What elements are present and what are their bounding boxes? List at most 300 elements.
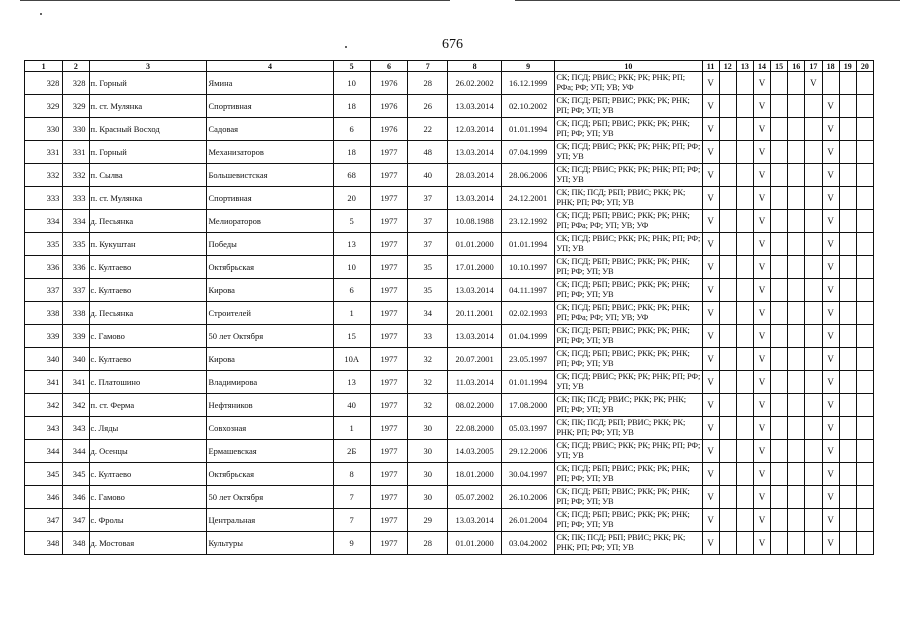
house-number-cell: 2Б (333, 440, 370, 463)
table-row (25, 210, 874, 233)
services-cell: СК; ПСД; РБП; РВИС; РКК; РК; РНК; РП; РФа; РФ; УП; УВ; УФ (555, 302, 702, 325)
mark-cell-col16 (788, 164, 805, 187)
year-built-cell: 1977 (370, 187, 407, 210)
mark-cell-col20 (856, 95, 873, 118)
mark-cell-col11: V (702, 532, 719, 555)
id-number-cell: 343 (63, 417, 89, 440)
mark-cell-col11: V (702, 164, 719, 187)
date-cell-1: 05.07.2002 (448, 486, 501, 509)
street-cell: Победы (207, 233, 333, 256)
seq-number-cell: 346 (25, 486, 63, 509)
mark-cell-col17 (805, 279, 822, 302)
date-cell-1: 26.02.2002 (448, 72, 501, 95)
street-cell: Ермашевская (207, 440, 333, 463)
table-row (25, 279, 874, 302)
street-cell: Механизаторов (207, 141, 333, 164)
mark-cell-col16 (788, 141, 805, 164)
date-cell-2: 26.01.2004 (501, 509, 554, 532)
id-number-cell: 342 (63, 394, 89, 417)
services-cell: СК; ПСД; РБП; РВИС; РКК; РК; РНК; РП; РФ; УП; УВ (555, 256, 702, 279)
mark-cell-col15 (771, 532, 788, 555)
mark-cell-col12 (719, 72, 736, 95)
mark-cell-col11: V (702, 233, 719, 256)
services-cell: СК; ПСД; РБП; РВИС; РКК; РК; РНК; РП; РФ; УП; УВ (555, 509, 702, 532)
mark-cell-col12 (719, 210, 736, 233)
mark-cell-col13 (736, 302, 753, 325)
mark-cell-col17 (805, 532, 822, 555)
mark-cell-col20 (856, 440, 873, 463)
mark-cell-col18: V (822, 164, 839, 187)
column-header-11: 11 (702, 61, 719, 72)
year-built-cell: 1977 (370, 302, 407, 325)
mark-cell-col16 (788, 279, 805, 302)
mark-cell-col12 (719, 463, 736, 486)
mark-cell-col18: V (822, 95, 839, 118)
date-cell-1: 13.03.2014 (448, 187, 501, 210)
services-cell: СК; ПК; ПСД; РВИС; РКК; РК; РНК; РП; РФ; УП; УВ (555, 394, 702, 417)
services-cell: СК; ПСД; РБП; РВИС; РКК; РК; РНК; РП; РФ; УП; УВ (555, 486, 702, 509)
date-cell-2: 17.08.2000 (501, 394, 554, 417)
mark-cell-col15 (771, 187, 788, 210)
table-row (25, 118, 874, 141)
mark-cell-col16 (788, 440, 805, 463)
column7-value-cell: 48 (408, 141, 448, 164)
mark-cell-col19 (839, 463, 856, 486)
date-cell-1: 08.02.2000 (448, 394, 501, 417)
date-cell-1: 10.08.1988 (448, 210, 501, 233)
year-built-cell: 1977 (370, 463, 407, 486)
seq-number-cell: 340 (25, 348, 63, 371)
year-built-cell: 1977 (370, 532, 407, 555)
services-cell: СК; ПСД; РВИС; РКК; РК; РНК; РП; РФ; УП; УВ (555, 440, 702, 463)
mark-cell-col16 (788, 210, 805, 233)
mark-cell-col14: V (753, 141, 770, 164)
mark-cell-col16 (788, 187, 805, 210)
services-cell: СК; ПК; ПСД; РБП; РВИС; РКК; РК; РНК; РП; РФ; УП; УВ (555, 187, 702, 210)
date-cell-2: 16.12.1999 (501, 72, 554, 95)
mark-cell-col15 (771, 279, 788, 302)
date-cell-1: 22.08.2000 (448, 417, 501, 440)
mark-cell-col11: V (702, 394, 719, 417)
table-row (25, 394, 874, 417)
year-built-cell: 1976 (370, 72, 407, 95)
mark-cell-col16 (788, 233, 805, 256)
column7-value-cell: 37 (408, 233, 448, 256)
table-row (25, 348, 874, 371)
mark-cell-col15 (771, 256, 788, 279)
mark-cell-col13 (736, 187, 753, 210)
mark-cell-col20 (856, 141, 873, 164)
seq-number-cell: 341 (25, 371, 63, 394)
date-cell-1: 13.03.2014 (448, 279, 501, 302)
mark-cell-col19 (839, 509, 856, 532)
mark-cell-col17 (805, 233, 822, 256)
mark-cell-col20 (856, 417, 873, 440)
mark-cell-col11: V (702, 210, 719, 233)
mark-cell-col13 (736, 394, 753, 417)
services-cell: СК; ПСД; РБП; РВИС; РКК; РК; РНК; РП; РФ; УП; УВ (555, 325, 702, 348)
table-row (25, 532, 874, 555)
date-cell-2: 26.10.2006 (501, 486, 554, 509)
mark-cell-col16 (788, 72, 805, 95)
table-row (25, 72, 874, 95)
seq-number-cell: 328 (25, 72, 63, 95)
mark-cell-col18: V (822, 141, 839, 164)
street-cell: Спортивная (207, 187, 333, 210)
id-number-cell: 337 (63, 279, 89, 302)
date-cell-2: 02.02.1993 (501, 302, 554, 325)
mark-cell-col14: V (753, 118, 770, 141)
mark-cell-col18: V (822, 394, 839, 417)
mark-cell-col16 (788, 95, 805, 118)
mark-cell-col15 (771, 371, 788, 394)
date-cell-2: 23.05.1997 (501, 348, 554, 371)
id-number-cell: 344 (63, 440, 89, 463)
locality-cell: п. Горный (89, 72, 207, 95)
mark-cell-col16 (788, 118, 805, 141)
mark-cell-col15 (771, 95, 788, 118)
mark-cell-col16 (788, 509, 805, 532)
mark-cell-col11: V (702, 509, 719, 532)
mark-cell-col19 (839, 302, 856, 325)
year-built-cell: 1977 (370, 486, 407, 509)
mark-cell-col13 (736, 233, 753, 256)
locality-cell: п. Кукуштан (89, 233, 207, 256)
mark-cell-col17 (805, 118, 822, 141)
date-cell-2: 07.04.1999 (501, 141, 554, 164)
house-number-cell: 5 (333, 210, 370, 233)
mark-cell-col20 (856, 164, 873, 187)
mark-cell-col12 (719, 371, 736, 394)
column7-value-cell: 37 (408, 210, 448, 233)
id-number-cell: 330 (63, 118, 89, 141)
date-cell-2: 03.04.2002 (501, 532, 554, 555)
mark-cell-col15 (771, 302, 788, 325)
column-header-10: 10 (555, 61, 702, 72)
mark-cell-col17 (805, 440, 822, 463)
mark-cell-col17: V (805, 72, 822, 95)
column7-value-cell: 32 (408, 371, 448, 394)
table-body (25, 72, 874, 555)
street-cell: Культуры (207, 532, 333, 555)
mark-cell-col14: V (753, 325, 770, 348)
column-header-7: 7 (408, 61, 448, 72)
locality-cell: п. ст. Мулянка (89, 95, 207, 118)
table-row (25, 440, 874, 463)
mark-cell-col15 (771, 118, 788, 141)
column-header-14: 14 (753, 61, 770, 72)
mark-cell-col19 (839, 118, 856, 141)
mark-cell-col16 (788, 417, 805, 440)
mark-cell-col13 (736, 348, 753, 371)
column-header-19: 19 (839, 61, 856, 72)
column-header-2: 2 (63, 61, 89, 72)
date-cell-1: 18.01.2000 (448, 463, 501, 486)
column7-value-cell: 35 (408, 279, 448, 302)
seq-number-cell: 329 (25, 95, 63, 118)
mark-cell-col19 (839, 532, 856, 555)
date-cell-2: 02.10.2002 (501, 95, 554, 118)
id-number-cell: 340 (63, 348, 89, 371)
id-number-cell: 331 (63, 141, 89, 164)
mark-cell-col12 (719, 95, 736, 118)
mark-cell-col14: V (753, 532, 770, 555)
mark-cell-col20 (856, 302, 873, 325)
mark-cell-col11: V (702, 141, 719, 164)
column-header-12: 12 (719, 61, 736, 72)
seq-number-cell: 345 (25, 463, 63, 486)
mark-cell-col14: V (753, 210, 770, 233)
mark-cell-col19 (839, 72, 856, 95)
services-cell: СК; ПСД; РБП; РВИС; РКК; РК; РНК; РП; РФ; УП; УВ (555, 118, 702, 141)
table-row (25, 233, 874, 256)
year-built-cell: 1977 (370, 210, 407, 233)
mark-cell-col17 (805, 417, 822, 440)
mark-cell-col11: V (702, 256, 719, 279)
mark-cell-col14: V (753, 417, 770, 440)
seq-number-cell: 344 (25, 440, 63, 463)
column7-value-cell: 30 (408, 463, 448, 486)
mark-cell-col14: V (753, 164, 770, 187)
mark-cell-col12 (719, 440, 736, 463)
column7-value-cell: 28 (408, 72, 448, 95)
mark-cell-col12 (719, 279, 736, 302)
mark-cell-col17 (805, 187, 822, 210)
street-cell: Октябрьская (207, 256, 333, 279)
mark-cell-col12 (719, 417, 736, 440)
mark-cell-col12 (719, 348, 736, 371)
mark-cell-col14: V (753, 348, 770, 371)
seq-number-cell: 331 (25, 141, 63, 164)
mark-cell-col11: V (702, 95, 719, 118)
mark-cell-col19 (839, 417, 856, 440)
id-number-cell: 328 (63, 72, 89, 95)
mark-cell-col11: V (702, 325, 719, 348)
house-number-cell: 40 (333, 394, 370, 417)
mark-cell-col17 (805, 463, 822, 486)
mark-cell-col15 (771, 141, 788, 164)
mark-cell-col16 (788, 486, 805, 509)
mark-cell-col13 (736, 256, 753, 279)
id-number-cell: 336 (63, 256, 89, 279)
table-row (25, 463, 874, 486)
column7-value-cell: 34 (408, 302, 448, 325)
mark-cell-col18 (822, 72, 839, 95)
mark-cell-col19 (839, 440, 856, 463)
column-header-20: 20 (856, 61, 873, 72)
mark-cell-col15 (771, 486, 788, 509)
services-cell: СК; ПСД; РВИС; РКК; РК; РНК; РП; РФ; УП; УВ (555, 371, 702, 394)
locality-cell: д. Осенцы (89, 440, 207, 463)
table-row (25, 164, 874, 187)
mark-cell-col20 (856, 210, 873, 233)
year-built-cell: 1977 (370, 509, 407, 532)
street-cell: Спортивная (207, 95, 333, 118)
year-built-cell: 1977 (370, 256, 407, 279)
street-cell: Октябрьская (207, 463, 333, 486)
seq-number-cell: 338 (25, 302, 63, 325)
mark-cell-col16 (788, 256, 805, 279)
column7-value-cell: 22 (408, 118, 448, 141)
buildings-table (24, 60, 874, 555)
mark-cell-col14: V (753, 72, 770, 95)
mark-cell-col19 (839, 164, 856, 187)
date-cell-1: 12.03.2014 (448, 118, 501, 141)
mark-cell-col18: V (822, 486, 839, 509)
locality-cell: д. Песьянка (89, 210, 207, 233)
column-header-1: 1 (25, 61, 63, 72)
mark-cell-col19 (839, 256, 856, 279)
services-cell: СК; ПСД; РБП; РВИС; РКК; РК; РНК; РП; РФ; УП; УВ (555, 348, 702, 371)
column7-value-cell: 32 (408, 348, 448, 371)
mark-cell-col19 (839, 141, 856, 164)
house-number-cell: 10 (333, 256, 370, 279)
house-number-cell: 18 (333, 95, 370, 118)
date-cell-2: 05.03.1997 (501, 417, 554, 440)
mark-cell-col18: V (822, 463, 839, 486)
mark-cell-col17 (805, 509, 822, 532)
id-number-cell: 335 (63, 233, 89, 256)
mark-cell-col16 (788, 532, 805, 555)
mark-cell-col13 (736, 486, 753, 509)
column7-value-cell: 32 (408, 394, 448, 417)
mark-cell-col11: V (702, 463, 719, 486)
column-header-3: 3 (89, 61, 207, 72)
mark-cell-col11: V (702, 302, 719, 325)
mark-cell-col20 (856, 486, 873, 509)
mark-cell-col17 (805, 486, 822, 509)
house-number-cell: 1 (333, 417, 370, 440)
seq-number-cell: 342 (25, 394, 63, 417)
mark-cell-col18: V (822, 440, 839, 463)
street-cell: 50 лет Октября (207, 486, 333, 509)
mark-cell-col13 (736, 279, 753, 302)
mark-cell-col16 (788, 348, 805, 371)
mark-cell-col17 (805, 371, 822, 394)
mark-cell-col19 (839, 210, 856, 233)
mark-cell-col18: V (822, 279, 839, 302)
services-cell: СК; ПСД; РВИС; РКК; РК; РНК; РП; РФа; РФ; УП; УВ; УФ (555, 72, 702, 95)
mark-cell-col18: V (822, 118, 839, 141)
column-header-16: 16 (788, 61, 805, 72)
services-cell: СК; ПСД; РБП; РВИС; РКК; РК; РНК; РП; РФа; РФ; УП; УВ; УФ (555, 210, 702, 233)
seq-number-cell: 333 (25, 187, 63, 210)
table-row (25, 187, 874, 210)
id-number-cell: 332 (63, 164, 89, 187)
mark-cell-col19 (839, 233, 856, 256)
column-header-15: 15 (771, 61, 788, 72)
mark-cell-col16 (788, 394, 805, 417)
locality-cell: с. Платошино (89, 371, 207, 394)
mark-cell-col15 (771, 72, 788, 95)
mark-cell-col13 (736, 440, 753, 463)
mark-cell-col14: V (753, 371, 770, 394)
scan-top-edge-right (515, 0, 900, 1)
locality-cell: п. Красный Восход (89, 118, 207, 141)
mark-cell-col11: V (702, 279, 719, 302)
mark-cell-col12 (719, 302, 736, 325)
id-number-cell: 345 (63, 463, 89, 486)
mark-cell-col11: V (702, 371, 719, 394)
date-cell-1: 01.01.2000 (448, 532, 501, 555)
column7-value-cell: 30 (408, 486, 448, 509)
mark-cell-col11: V (702, 486, 719, 509)
table-row (25, 486, 874, 509)
column7-value-cell: 33 (408, 325, 448, 348)
date-cell-2: 29.12.2006 (501, 440, 554, 463)
mark-cell-col15 (771, 210, 788, 233)
mark-cell-col20 (856, 325, 873, 348)
mark-cell-col19 (839, 279, 856, 302)
mark-cell-col11: V (702, 187, 719, 210)
mark-cell-col15 (771, 233, 788, 256)
column7-value-cell: 26 (408, 95, 448, 118)
year-built-cell: 1976 (370, 95, 407, 118)
locality-cell: с. Култаево (89, 279, 207, 302)
street-cell: 50 лет Октября (207, 325, 333, 348)
mark-cell-col13 (736, 463, 753, 486)
column-number-header (25, 61, 874, 72)
mark-cell-col19 (839, 394, 856, 417)
mark-cell-col14: V (753, 187, 770, 210)
services-cell: СК; ПСД; РБП; РВИС; РКК; РК; РНК; РП; РФ; УП; УВ (555, 279, 702, 302)
seq-number-cell: 330 (25, 118, 63, 141)
date-cell-1: 20.11.2001 (448, 302, 501, 325)
mark-cell-col17 (805, 256, 822, 279)
mark-cell-col14: V (753, 486, 770, 509)
date-cell-1: 17.01.2000 (448, 256, 501, 279)
house-number-cell: 9 (333, 532, 370, 555)
table-row (25, 141, 874, 164)
mark-cell-col18: V (822, 509, 839, 532)
mark-cell-col18: V (822, 371, 839, 394)
locality-cell: с. Култаево (89, 348, 207, 371)
mark-cell-col16 (788, 325, 805, 348)
column-header-8: 8 (448, 61, 501, 72)
services-cell: СК; ПК; ПСД; РБП; РВИС; РКК; РК; РНК; РП; РФ; УП; УВ (555, 417, 702, 440)
mark-cell-col17 (805, 95, 822, 118)
mark-cell-col17 (805, 141, 822, 164)
mark-cell-col15 (771, 509, 788, 532)
year-built-cell: 1977 (370, 233, 407, 256)
mark-cell-col12 (719, 394, 736, 417)
mark-cell-col20 (856, 532, 873, 555)
column7-value-cell: 37 (408, 187, 448, 210)
seq-number-cell: 334 (25, 210, 63, 233)
locality-cell: с. Гамово (89, 486, 207, 509)
street-cell: Строителей (207, 302, 333, 325)
mark-cell-col14: V (753, 233, 770, 256)
id-number-cell: 329 (63, 95, 89, 118)
column7-value-cell: 35 (408, 256, 448, 279)
street-cell: Ямина (207, 72, 333, 95)
street-cell: Мелиораторов (207, 210, 333, 233)
mark-cell-col16 (788, 302, 805, 325)
column7-value-cell: 29 (408, 509, 448, 532)
seq-number-cell: 348 (25, 532, 63, 555)
services-cell: СК; ПСД; РБП; РВИС; РКК; РК; РНК; РП; РФ; УП; УВ (555, 95, 702, 118)
mark-cell-col14: V (753, 302, 770, 325)
mark-cell-col16 (788, 463, 805, 486)
locality-cell: д. Мостовая (89, 532, 207, 555)
mark-cell-col18: V (822, 187, 839, 210)
date-cell-2: 04.11.1997 (501, 279, 554, 302)
table-row (25, 302, 874, 325)
house-number-cell: 13 (333, 233, 370, 256)
year-built-cell: 1977 (370, 394, 407, 417)
seq-number-cell: 337 (25, 279, 63, 302)
mark-cell-col17 (805, 302, 822, 325)
